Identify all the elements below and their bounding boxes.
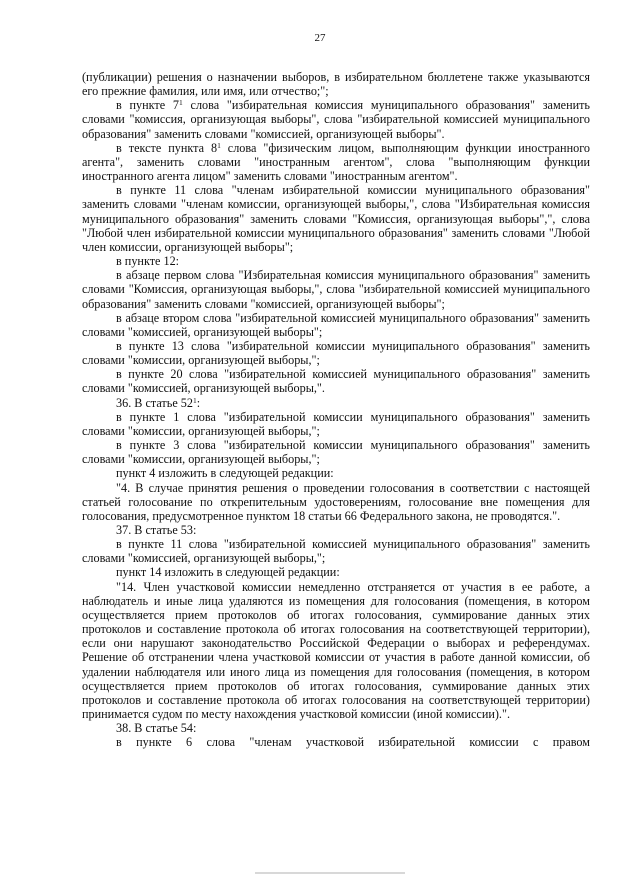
paragraph-p16 <box>82 537 590 565</box>
paragraph-text: : <box>196 395 201 410</box>
document-body <box>82 70 590 750</box>
paragraph-text: в тексте пункта 8 <box>116 140 218 155</box>
paragraph-text: в пункте 1 слова "избирательной комиссии муниципального образования" заменить словами "комиссии, организующей выборы,"; <box>82 409 590 438</box>
paragraph-text: в абзаце первом слова "Избирательная комиссия муниципального образования" заменить словами "Комиссия, организующая выборы,", слова "избирательной комиссией муниципального образования" заменить словами "комиссией, организующей выборы"; <box>82 268 590 311</box>
paragraph-text: пункт 14 изложить в следующей редакции: <box>116 565 340 580</box>
paragraph-text: в пункте 7 <box>116 98 180 113</box>
paragraph-text: в пункте 13 слова "избирательной комиссии муниципального образования" заменить словами "комиссии, организующей выборы,"; <box>82 338 590 368</box>
paragraph-p20 <box>82 735 590 749</box>
paragraph-p2 <box>82 98 590 140</box>
paragraph-p10 <box>82 396 590 410</box>
paragraph-text: в пункте 11 слова "членам избирательной комиссии муниципального образования" заменить словами "членам комиссии, организующей выборы,", слова "Избирательная комиссия муниципального образования" заменить словами "Комиссия, организующая выборы",", слова "Любой член избирательной комиссии муниципального образования" заменить словами "Любой член комиссии, организующей выборы"; <box>82 183 590 254</box>
paragraph-text: "4. В случае принятия решения о проведении голосования в соответствии с настоящей статьей голосование по открепительным удостоверениям, голосование вне помещения для голосования, предусмотренное пунктом 18 статьи 66 Федерального закона, не проводятся.". <box>82 480 590 523</box>
paragraph-p7 <box>82 311 590 339</box>
paragraph-p12 <box>82 438 590 466</box>
paragraph-text: (публикации) решения о назначении выборов, в избирательном бюллетене также указываются его прежние фамилия, или имя, или отчество;"; <box>82 70 590 99</box>
paragraph-text: в пункте 12: <box>116 254 180 269</box>
paragraph-text: 38. В статье 54: <box>116 721 197 736</box>
paragraph-p1 <box>82 70 590 98</box>
paragraph-p9 <box>82 367 590 395</box>
paragraph-text: в пункте 11 слова "избирательной комиссией муниципального образования" заменить словами "комиссией, организующей выборы,"; <box>82 537 590 566</box>
paragraph-p15 <box>82 523 590 537</box>
paragraph-text: 37. В статье 53: <box>116 523 197 537</box>
paragraph-text: в пункте 20 слова "избирательной комиссией муниципального образования" заменить словами "комиссией, организующей выборы,". <box>82 367 590 396</box>
paragraph-text: "14. Член участковой комиссии немедленно отстраняется от участия в ее работе, а наблюдатель и иные лица удаляются из помещения для голосования (помещения, в котором осуществляется прием протоколов об итогах голосования, суммирование данных этих протоколов и составление протокола об итогах голосования на соответствующей территории), если они нарушают законодательство Российской Федерации о выборах и референдумах. Решение об отстранении члена участковой комиссии от участия в работе данной комиссии, об удалении наблюдателя или иного лица из помещения для голосования (помещения, в котором осуществляется прием протоколов об итогах голосования, суммирование данных этих протоколов и составление протокола об итогах голосования на соответствующей территории) принимается судом по месту нахождения участковой комиссии (иной комиссии).". <box>82 579 590 722</box>
paragraph-p13 <box>82 466 590 480</box>
superscript: 1 <box>192 395 197 405</box>
paragraph-p18 <box>82 580 590 722</box>
paragraph-text: в абзаце втором слова "избирательной комиссией муниципального образования" заменить словами "комиссией, организующей выборы"; <box>82 310 590 339</box>
paragraph-text: слова "избирательная комиссия муниципального образования" заменить словами "комиссия, организующая выборы", слова "избирательной комиссией муниципального образования" заменить словами "комиссией, организующей выборы". <box>82 98 590 141</box>
paragraph-p14 <box>82 481 590 523</box>
paragraph-p3 <box>82 141 590 183</box>
paragraph-p19 <box>82 721 590 735</box>
paragraph-text: пункт 4 изложить в следующей редакции: <box>116 466 334 481</box>
scan-artifact-line <box>255 872 405 874</box>
superscript: 1 <box>217 140 221 150</box>
paragraph-p4 <box>82 183 590 254</box>
paragraph-text: в пункте 3 слова "избирательной комиссии муниципального образования" заменить словами "комиссии, организующей выборы,"; <box>82 438 590 467</box>
paragraph-text: слова "физическим лицом, выполняющим функции иностранного агента", заменить словами "иностранным агентом", слова "выполняющим функции иностранного агента лицом" заменить словами "иностранным агентом". <box>82 140 590 184</box>
paragraph-text: 36. В статье 52 <box>116 395 193 410</box>
page-number: 27 <box>314 32 326 44</box>
superscript: 1 <box>179 98 183 108</box>
paragraph-p17 <box>82 565 590 579</box>
paragraph-p5 <box>82 254 590 268</box>
paragraph-p8 <box>82 339 590 367</box>
paragraph-p11 <box>82 410 590 438</box>
paragraph-p6 <box>82 268 590 310</box>
paragraph-text: в пункте 6 слова "членам участковой избирательной комиссии с правом <box>116 735 590 750</box>
